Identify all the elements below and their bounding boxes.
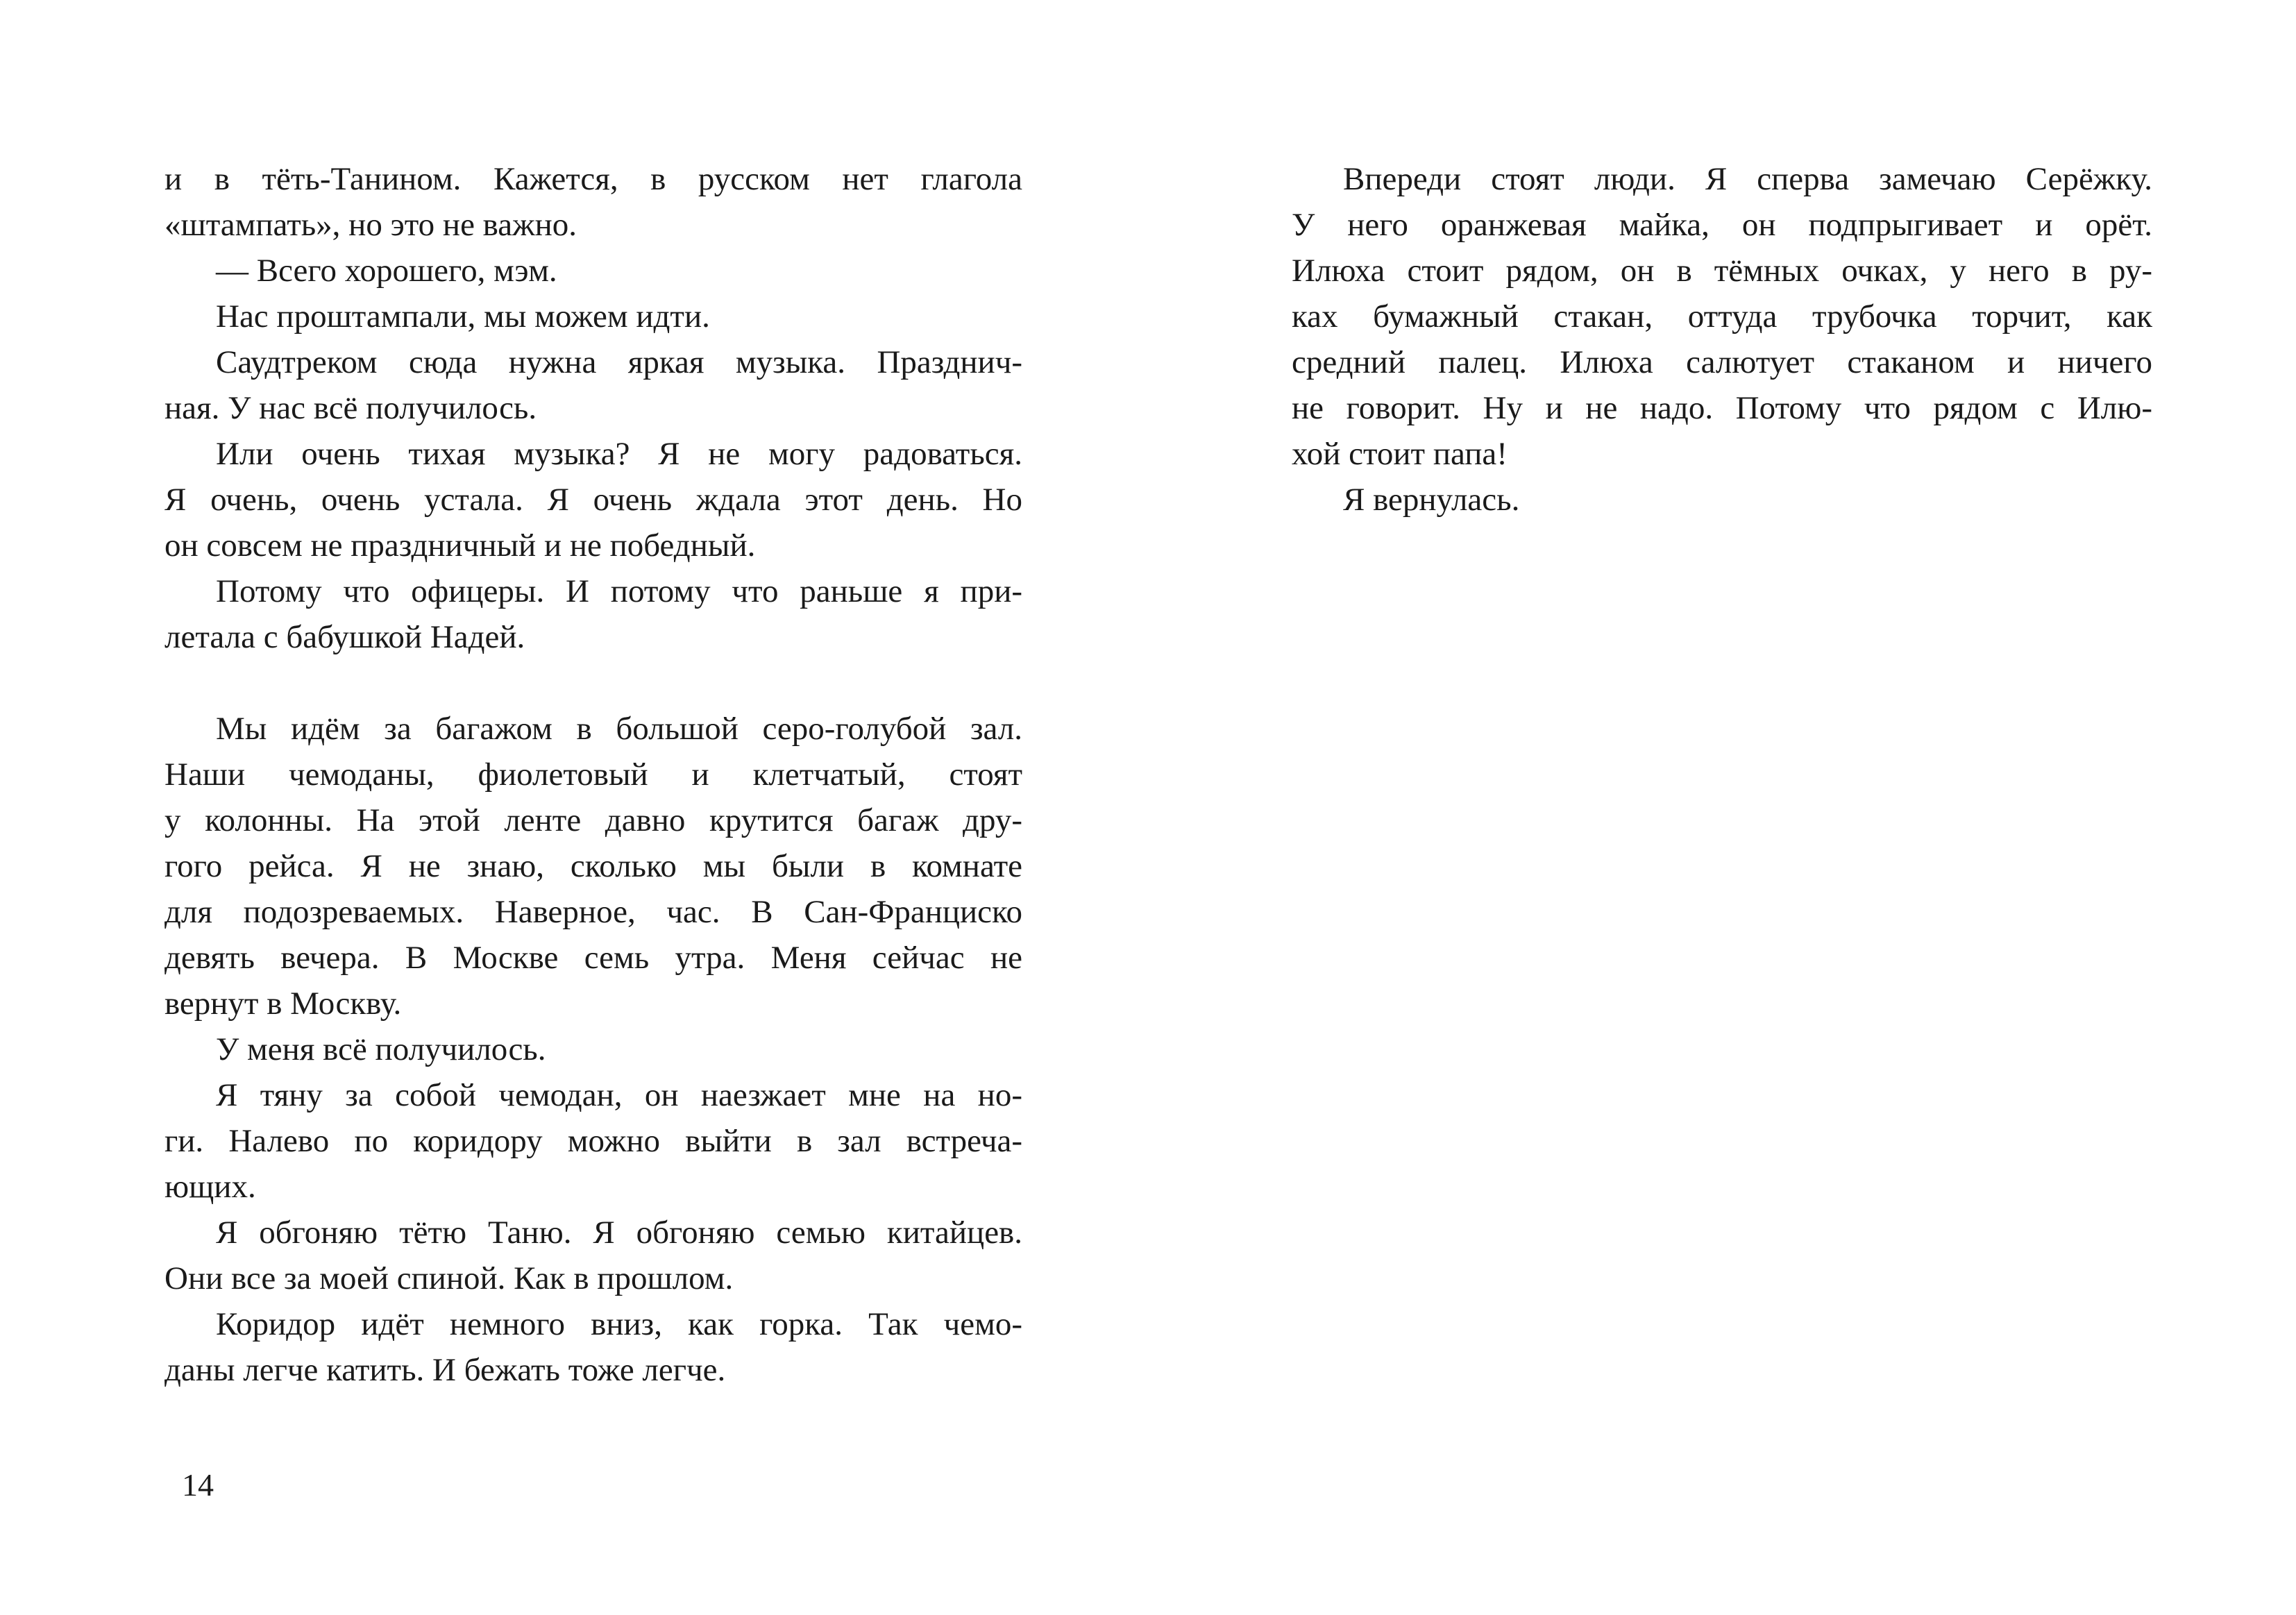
text-line: — Всего хорошего, мэм. [216,253,557,289]
text-line: Коридор идёт немного вниз, как горка. Так чемо- [216,1306,1022,1342]
text-line: средний палец. Илюха салютует стаканом и ничего [1292,344,2152,380]
text-line: Я тяну за собой чемодан, он наезжает мне на но- [216,1077,1022,1113]
text-line: летала с бабушкой Надей. [164,619,525,655]
text-line: Мы идём за багажом в большой серо-голубой зал. [216,711,1022,747]
text-line: ющих. [164,1169,256,1205]
left-page-text [164,156,1022,1393]
text-line: Наши чемоданы, фиолетовый и клетчатый, стоят [164,756,1022,793]
text-line: хой стоит папа! [1292,436,1508,472]
text-line: ги. Налево по коридору можно выйти в зал встреча- [164,1123,1022,1159]
text-line: Потому что офицеры. И потому что раньше я при- [216,573,1022,609]
text-line: девять вечера. В Москве семь утра. Меня сейчас не [164,940,1022,976]
page-number: 14 [182,1467,214,1503]
text-line: Я очень, очень устала. Я очень ждала этот день. Но [164,482,1022,518]
text-line: у колонны. На этой ленте давно крутится багаж дру- [164,802,1022,838]
text-line: У него оранжевая майка, он подпрыгивает и орёт. [1292,207,2152,243]
text-line: Впереди стоят люди. Я сперва замечаю Серёжку. [1343,161,2152,197]
text-line: и в тёть-Танином. Кажется, в русском нет глагола [164,161,1022,197]
right-page [1148,0,2296,1615]
text-line: У меня всё получилось. [216,1031,546,1067]
text-line: Саудтреком сюда нужна яркая музыка. Празднич- [216,344,1022,380]
text-line: «штампать», но это не важно. [164,207,577,243]
text-line: для подозреваемых. Наверное, час. В Сан-Франциско [164,894,1022,930]
text-line: Илюха стоит рядом, он в тёмных очках, у него в ру- [1292,253,2152,289]
text-line: Я вернулась. [1343,482,1520,518]
text-line: ная. У нас всё получилось. [164,390,537,426]
right-page-text [1292,156,2152,523]
text-line: Я обгоняю тётю Таню. Я обгоняю семью китайцев. [216,1215,1022,1251]
text-line: вернут в Москву. [164,986,402,1022]
text-line: он совсем не праздничный и не победный. [164,527,756,564]
text-line: Или очень тихая музыка? Я не могу радоваться. [216,436,1022,472]
text-line: ках бумажный стакан, оттуда трубочка торчит, как [1292,298,2152,335]
text-line: Они все за моей спиной. Как в прошлом. [164,1260,734,1296]
text-line: Нас проштампали, мы можем идти. [216,298,710,335]
text-line: гого рейса. Я не знаю, сколько мы были в комнате [164,848,1022,884]
paragraph-break [164,660,1022,706]
text-line: даны легче катить. И бежать тоже легче. [164,1352,726,1388]
text-line: не говорит. Ну и не надо. Потому что рядом с Илю- [1292,390,2152,426]
